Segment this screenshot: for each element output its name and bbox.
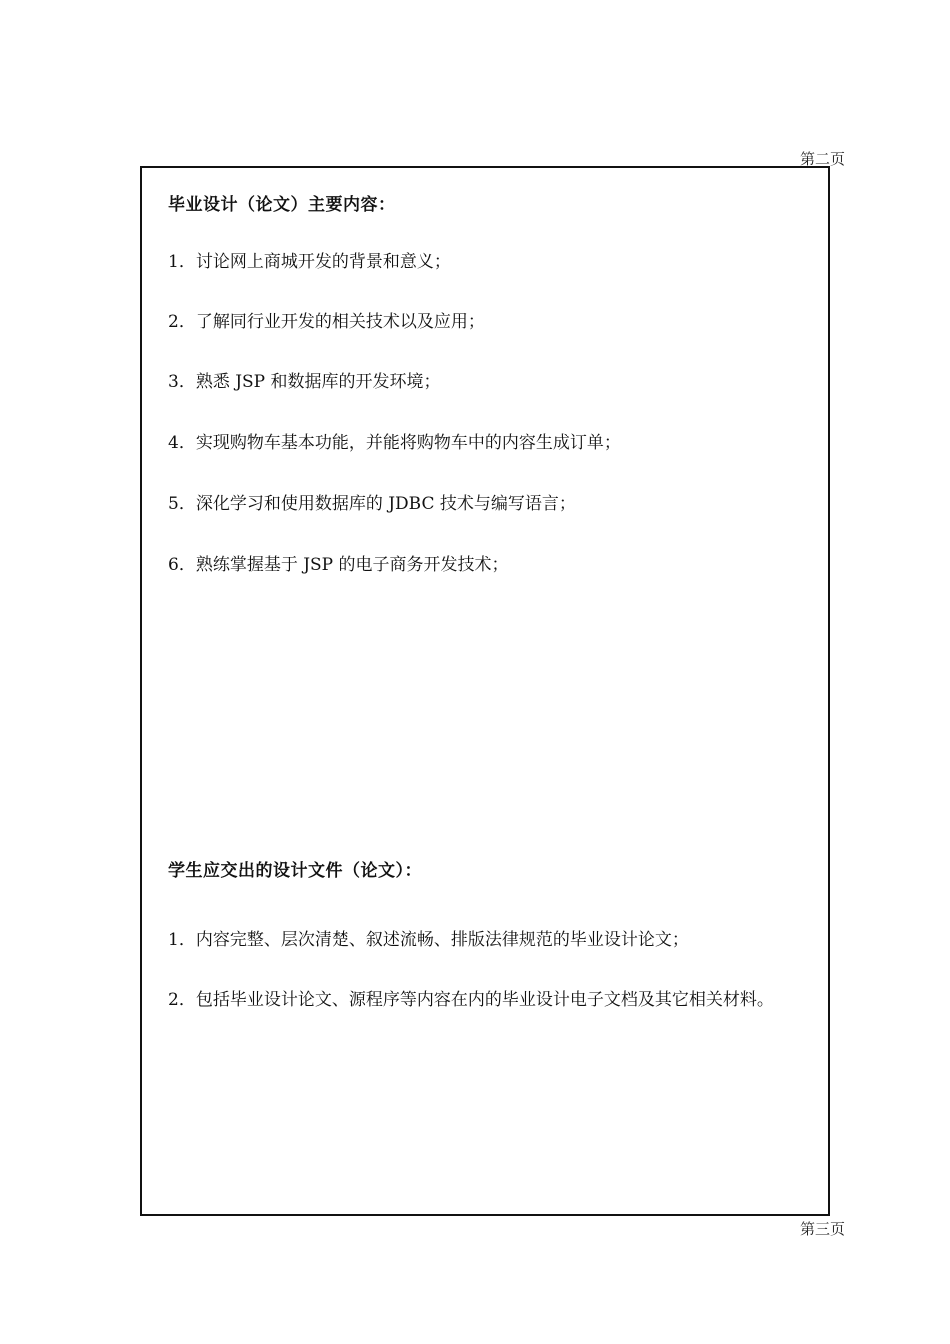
page-label-top: 第二页	[799, 150, 845, 168]
list-item: 6．熟练掌握基于 JSP 的电子商务开发技术；	[168, 555, 509, 575]
list-item: 2．了解同行业开发的相关技术以及应用；	[168, 312, 485, 332]
main-content-heading: 毕业设计（论文）主要内容：	[168, 195, 396, 215]
deliverables-heading: 学生应交出的设计文件（论文）：	[168, 861, 422, 881]
list-item: 4．实现购物车基本功能，并能将购物车中的内容生成订单；	[168, 433, 621, 453]
list-item: 2．包括毕业设计论文、源程序等内容在内的毕业设计电子文档及其它相关材料。	[168, 990, 774, 1010]
page-label-bottom: 第三页	[799, 1220, 845, 1238]
list-item: 3．熟悉 JSP 和数据库的开发环境；	[168, 372, 441, 392]
list-item: 1．讨论网上商城开发的背景和意义；	[168, 252, 451, 272]
list-item: 5．深化学习和使用数据库的 JDBC 技术与编写语言；	[168, 494, 576, 514]
list-item: 1．内容完整、层次清楚、叙述流畅、排版法律规范的毕业设计论文；	[168, 930, 689, 950]
form-frame	[140, 166, 830, 1216]
